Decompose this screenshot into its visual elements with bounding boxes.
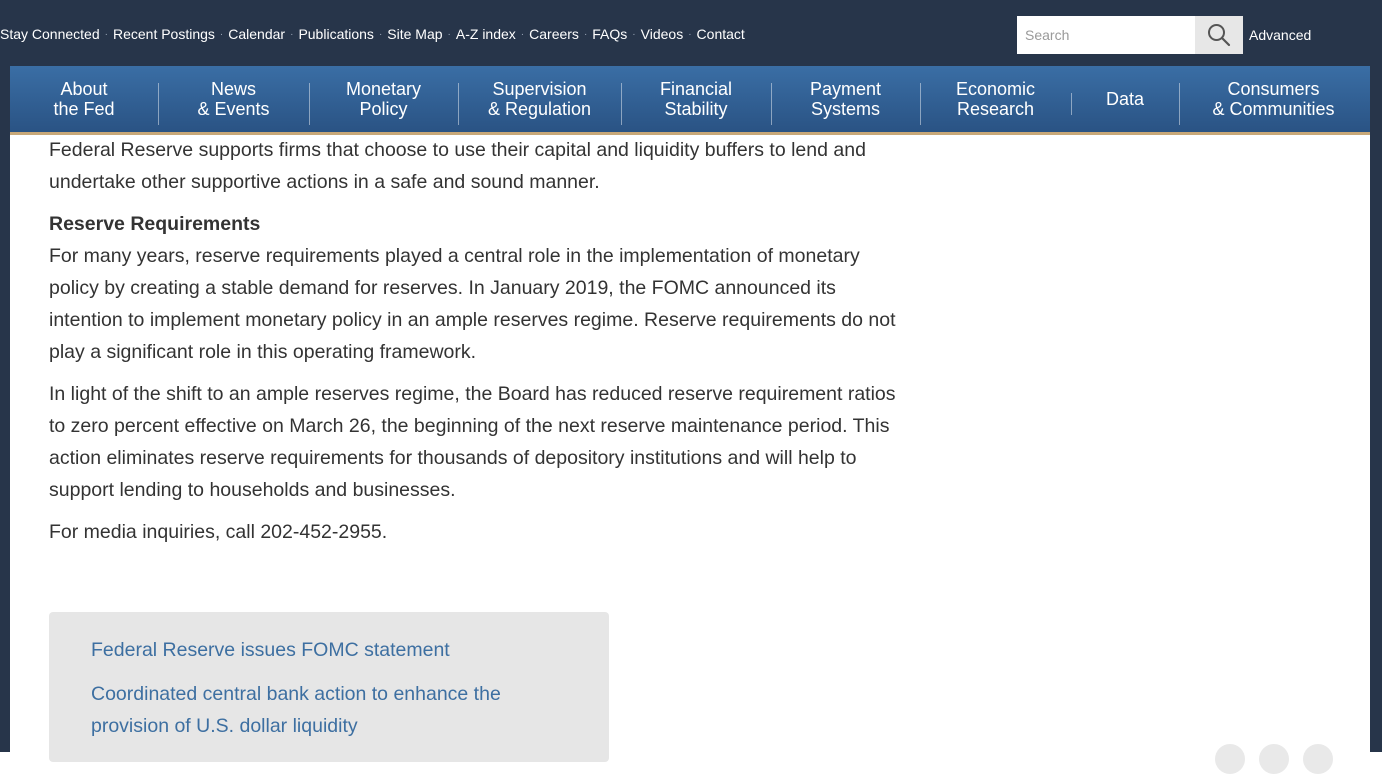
separator-dot: · <box>632 28 636 40</box>
search-button[interactable] <box>1195 16 1243 54</box>
share-button[interactable] <box>1215 744 1245 774</box>
search-icon <box>1206 22 1232 48</box>
related-link-fomc-statement[interactable]: Federal Reserve issues FOMC statement <box>91 639 450 661</box>
utility-bar <box>0 0 1370 66</box>
nav-label-line2: & Events <box>197 99 270 119</box>
nav-label-line1: Economic <box>955 79 1036 99</box>
util-link-contact[interactable]: Contact <box>696 26 745 42</box>
nav-data[interactable] <box>1071 89 1179 109</box>
section-heading: Reserve Requirements <box>49 213 261 235</box>
right-frame-edge <box>1370 0 1382 752</box>
separator-dot: · <box>520 28 525 40</box>
nav-label-line1: Financial <box>659 79 733 99</box>
body-paragraph: For many years, reserve requirements played a central role in the implementation of monetary policy by creating a stable demand for reserves. In January 2019, the FOMC announced its intention to implement monetary policy in an ample reserves regime. Reserve requirements do not play a significant role in this operating framework. <box>49 245 896 363</box>
util-link-calendar[interactable]: Calendar <box>228 26 286 42</box>
util-link-careers[interactable]: Careers <box>529 26 579 42</box>
share-buttons <box>1215 744 1347 779</box>
separator-dot: · <box>688 28 692 40</box>
separator-dot: · <box>583 28 588 40</box>
nav-supervision-regulation[interactable] <box>458 79 621 119</box>
nav-label-line2: & Communities <box>1212 99 1335 119</box>
intro-paragraph: Federal Reserve supports firms that choose to use their capital and liquidity buffers to lend and undertake other supportive actions in a safe and sound manner. <box>49 139 866 193</box>
nav-economic-research[interactable] <box>920 79 1071 119</box>
share-button[interactable] <box>1259 744 1289 774</box>
nav-label-line2: the Fed <box>53 99 115 119</box>
related-links-box <box>49 612 609 762</box>
body-paragraph: In light of the shift to an ample reserves regime, the Board has reduced reserve requirement ratios to zero percent effective on March 26, the beginning of the next reserve maintenance period. This action eliminates reserve requirements for thousands of depository institutions and will help to support lending to households and businesses. <box>49 383 896 501</box>
utility-links <box>0 23 745 45</box>
nav-label-line1: Monetary <box>345 79 422 99</box>
util-link-recent-postings[interactable]: Recent Postings <box>112 26 215 42</box>
separator-dot: · <box>290 28 294 40</box>
nav-label-line1: News <box>210 79 256 99</box>
util-link-videos[interactable]: Videos <box>640 26 684 42</box>
nav-label-line1: Supervision <box>492 79 587 99</box>
util-link-stay-connected[interactable]: Stay Connected <box>0 26 100 42</box>
nav-label-line1: Data <box>1105 89 1145 109</box>
media-contact: For media inquiries, call 202-452-2955. <box>49 521 388 543</box>
nav-news-events[interactable] <box>158 79 309 119</box>
util-link-publications[interactable]: Publications <box>298 26 374 42</box>
search-input[interactable] <box>1017 16 1195 54</box>
nav-label-line1: Consumers <box>1227 79 1320 99</box>
separator-dot: · <box>378 28 383 40</box>
nav-label-line2: & Regulation <box>487 99 592 119</box>
nav-label-line2: Policy <box>359 99 408 119</box>
nav-label-line2: Research <box>956 99 1035 119</box>
util-link-faqs[interactable]: FAQs <box>592 26 628 42</box>
util-link-a-z-index[interactable]: A-Z index <box>455 26 516 42</box>
nav-financial-stability[interactable] <box>621 79 771 119</box>
nav-label-line1: About <box>60 79 108 99</box>
separator-dot: · <box>447 28 451 40</box>
advanced-search-link[interactable]: Advanced <box>1249 27 1312 43</box>
nav-label-line2: Stability <box>664 99 728 119</box>
nav-monetary-policy[interactable] <box>309 79 458 119</box>
left-frame-edge <box>0 66 10 752</box>
util-link-site-map[interactable]: Site Map <box>387 26 443 42</box>
nav-label-line2: Systems <box>810 99 880 119</box>
nav-about-the-fed[interactable] <box>10 79 158 119</box>
article-body <box>49 134 899 558</box>
separator-dot: · <box>219 28 224 40</box>
main-navigation <box>10 66 1370 135</box>
separator-dot: · <box>104 28 108 40</box>
nav-consumers-communities[interactable] <box>1179 79 1368 119</box>
nav-payment-systems[interactable] <box>771 79 920 119</box>
share-button[interactable] <box>1303 744 1333 774</box>
nav-label-line1: Payment <box>809 79 882 99</box>
related-link-dollar-liquidity[interactable]: Coordinated central bank action to enhance the provision of U.S. dollar liquidity <box>91 683 501 737</box>
